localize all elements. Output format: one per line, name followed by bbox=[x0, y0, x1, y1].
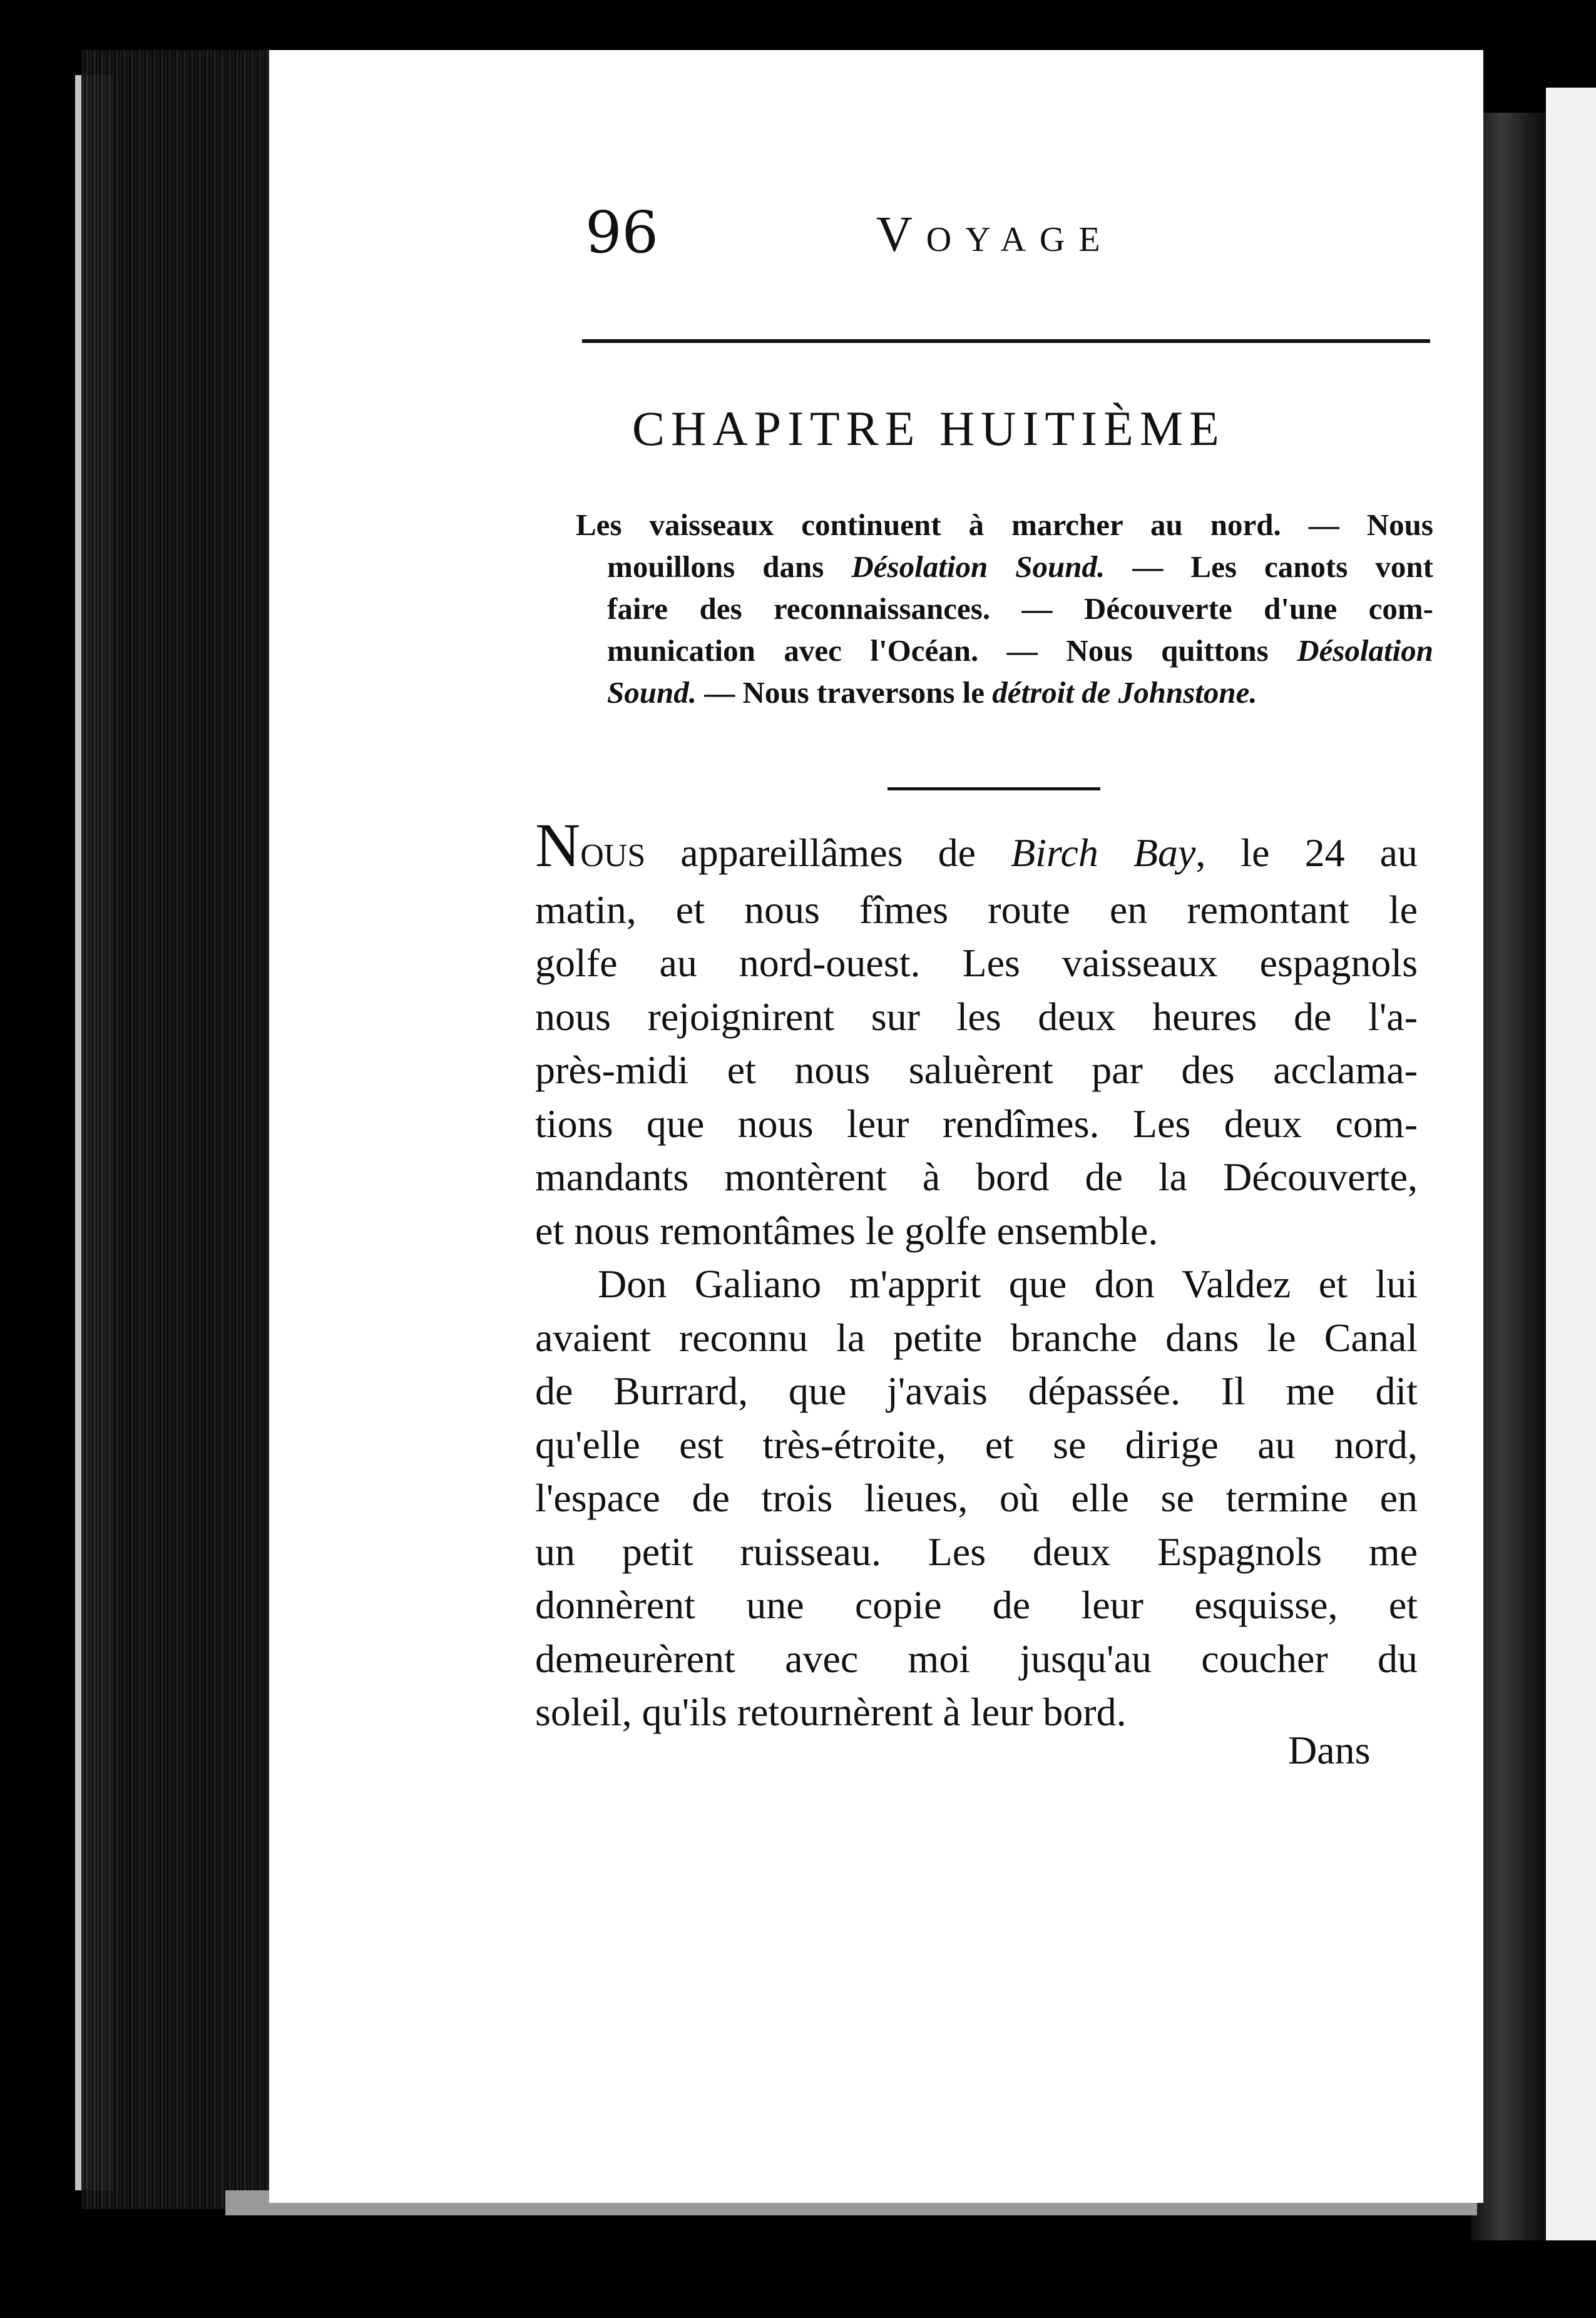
running-head-rest: OYAGE bbox=[926, 220, 1114, 259]
catchword: Dans bbox=[1288, 1728, 1371, 1772]
body-line: matin, et nous fîmes route en remontant le bbox=[535, 887, 1418, 932]
chapter-summary bbox=[576, 504, 1433, 713]
body-line: nous rejoignirent sur les deux heures de l'a- bbox=[535, 994, 1418, 1039]
body-line: Don Galiano m'apprit que don Valdez et lui bbox=[598, 1262, 1418, 1306]
facing-page-edge bbox=[1546, 88, 1596, 2240]
section-rule bbox=[888, 787, 1100, 790]
summary-text: — Nous traversons le bbox=[697, 675, 993, 710]
body-line: un petit ruisseau. Les deux Espagnols me bbox=[535, 1529, 1418, 1574]
header-rule bbox=[582, 339, 1430, 343]
summary-line: Les vaisseaux continuent à marcher au nord. — Nous bbox=[576, 508, 1433, 542]
body-line: de Burrard, que j'avais dépassée. Il me dit bbox=[535, 1369, 1418, 1413]
body-line: mandants montèrent à bord de la Découverte, bbox=[535, 1155, 1418, 1199]
body-line: l'espace de trois lieues, où elle se termine en bbox=[535, 1476, 1418, 1520]
summary-italic: Sound. bbox=[607, 675, 697, 710]
running-head-initial: V bbox=[876, 207, 926, 262]
body-text bbox=[535, 810, 1418, 1739]
body-text-run: appareillâmes de bbox=[645, 830, 1011, 875]
body-line: donnèrent une copie de leur esquisse, et bbox=[535, 1583, 1418, 1627]
summary-italic: Désolation Sound. bbox=[851, 549, 1105, 584]
drop-cap: N bbox=[535, 810, 581, 880]
summary-italic: détroit de Johnstone. bbox=[992, 675, 1257, 710]
body-italic: Birch Bay bbox=[1011, 830, 1196, 875]
body-line bbox=[535, 810, 1418, 883]
summary-text: mouillons dans bbox=[607, 549, 852, 584]
body-line: demeurèrent avec moi jusqu'au coucher du bbox=[535, 1636, 1418, 1681]
small-caps: OUS bbox=[580, 838, 646, 874]
chapter-title: CHAPITRE HUITIÈME bbox=[632, 401, 1225, 456]
summary-line: faire des reconnaissances. — Découverte d'une com- bbox=[607, 591, 1433, 626]
body-line: tions que nous leur rendîmes. Les deux com- bbox=[535, 1101, 1418, 1146]
body-line: golfe au nord-ouest. Les vaisseaux espagnols bbox=[535, 941, 1418, 985]
page-number: 96 bbox=[585, 199, 659, 266]
book-binding bbox=[81, 50, 269, 2209]
body-text-run: , le 24 au bbox=[1195, 830, 1418, 875]
body-line: avaient reconnu la petite branche dans le Canal bbox=[535, 1315, 1418, 1360]
body-line: et nous remontâmes le golfe ensemble. bbox=[535, 1208, 1159, 1253]
summary-italic: Désolation bbox=[1297, 633, 1433, 668]
body-line: qu'elle est très-étroite, et se dirige au nord, bbox=[535, 1422, 1418, 1467]
summary-text: — Les canots vont bbox=[1105, 549, 1433, 584]
summary-line bbox=[576, 630, 1433, 671]
body-line: près-midi et nous saluèrent par des acclama- bbox=[535, 1048, 1418, 1092]
body-line: soleil, qu'ils retournèrent à leur bord. bbox=[535, 1690, 1127, 1734]
summary-line bbox=[576, 671, 1433, 713]
summary-text: munication avec l'Océan. — Nous quittons bbox=[607, 633, 1297, 668]
summary-line bbox=[576, 546, 1433, 588]
running-head bbox=[876, 207, 1114, 263]
